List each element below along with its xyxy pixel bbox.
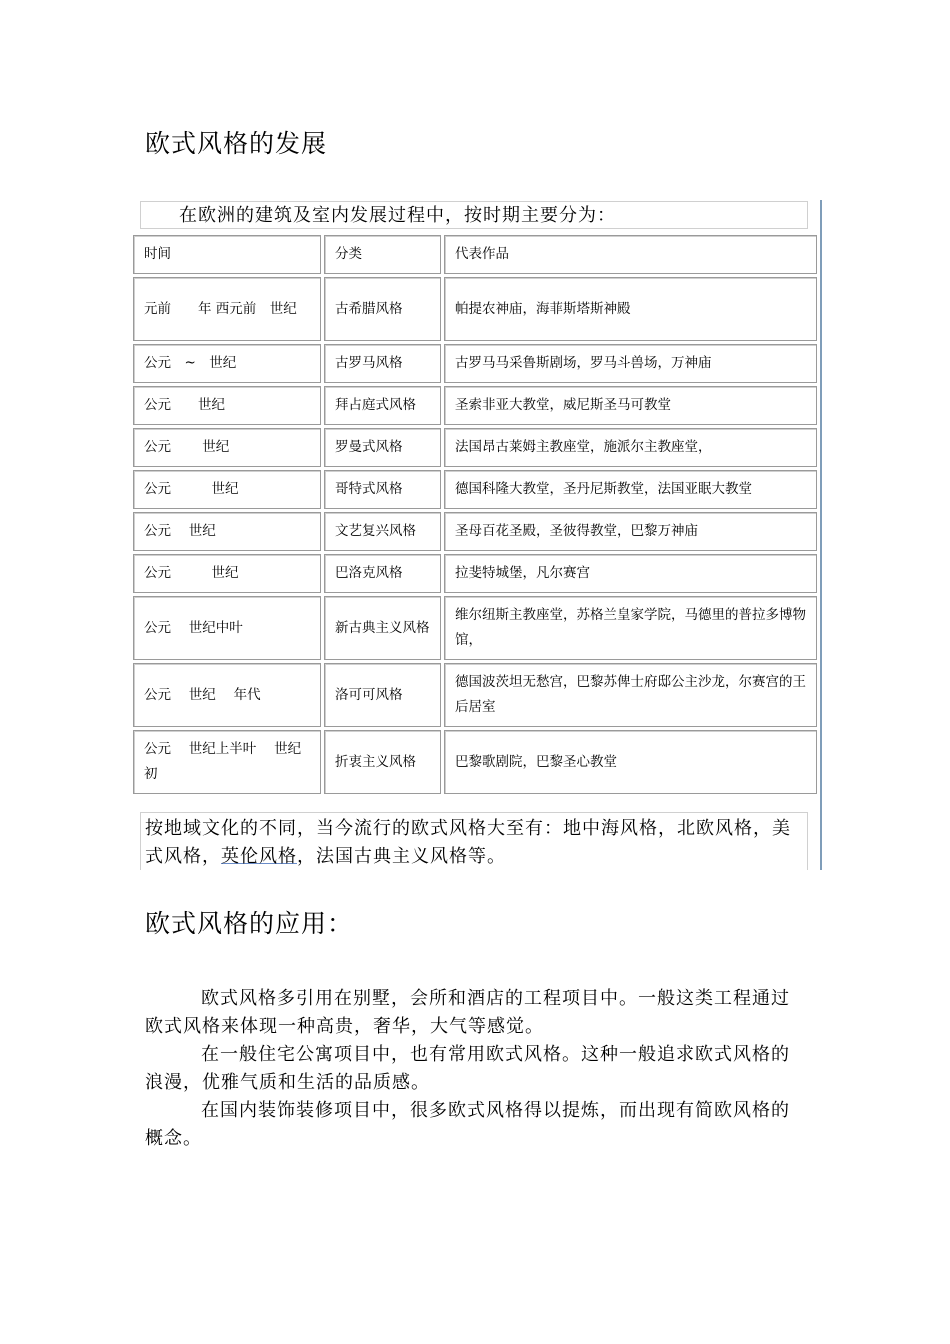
header-works: 代表作品 — [444, 235, 817, 274]
cell-style: 新古典主义风格 — [324, 596, 441, 660]
cell-works: 古罗马马采鲁斯剧场，罗马斗兽场，万神庙 — [444, 344, 817, 383]
paragraph-2: 在一般住宅公寓项目中，也有常用欧式风格。这种一般追求欧式风格的浪漫，优雅气质和生活的品质感。 — [145, 1044, 790, 1093]
table-row — [133, 386, 817, 425]
section-title-application: 欧式风格的应用： — [145, 909, 354, 938]
table-row — [133, 596, 817, 660]
cell-style: 文艺复兴风格 — [324, 512, 441, 551]
cell-period: 公元 世纪 年代 — [133, 663, 321, 727]
cell-works: 维尔纽斯主教座堂，苏格兰皇家学院，马德里的普拉多博物馆， — [444, 596, 817, 660]
cell-style: 拜占庭式风格 — [324, 386, 441, 425]
cell-style: 折衷主义风格 — [324, 730, 441, 794]
table-row — [133, 277, 817, 341]
cell-works: 拉斐特城堡，凡尔赛宫 — [444, 554, 817, 593]
cell-works: 德国波茨坦无愁宫，巴黎苏俾士府邸公主沙龙，尔赛宫的王后居室 — [444, 663, 817, 727]
cell-period: 公元 世纪上半叶 世纪初 — [133, 730, 321, 794]
outro-text-end: ，法国古典主义风格等。 — [297, 846, 506, 867]
cell-style: 巴洛克风格 — [324, 554, 441, 593]
table-row — [133, 512, 817, 551]
paragraph-3: 在国内装饰装修项目中，很多欧式风格得以提炼，而出现有简欧风格的概念。 — [145, 1100, 790, 1149]
cell-period: 公元 世纪 — [133, 554, 321, 593]
cell-period: 公元 世纪中叶 — [133, 596, 321, 660]
section-title-development: 欧式风格的发展 — [145, 129, 328, 158]
cell-works: 德国科隆大教堂，圣丹尼斯教堂，法国亚眠大教堂 — [444, 470, 817, 509]
frame-border — [820, 200, 822, 870]
table-header-row — [133, 235, 817, 274]
intro-text: 在欧洲的建筑及室内发展过程中，按时期主要分为： — [140, 201, 808, 229]
cell-works: 圣母百花圣殿，圣彼得教堂，巴黎万神庙 — [444, 512, 817, 551]
cell-style: 哥特式风格 — [324, 470, 441, 509]
cell-period: 公元 ~ 世纪 — [133, 344, 321, 383]
paragraph-1: 欧式风格多引用在别墅，会所和酒店的工程项目中。一般这类工程通过欧式风格来体现一种高贵，奢华，大气等感觉。 — [145, 988, 790, 1037]
cell-period: 公元 世纪 — [133, 470, 321, 509]
table-row — [133, 663, 817, 727]
english-style-link[interactable]: 英伦风格 — [221, 846, 297, 867]
outro-text: 按地域文化的不同，当今流行的欧式风格大至有：地中海风格，北欧风格，美式风格， — [145, 818, 791, 867]
table-row — [133, 470, 817, 509]
cell-period: 元前 年 西元前 世纪 — [133, 277, 321, 341]
cell-period: 公元 世纪 — [133, 512, 321, 551]
cell-style: 古罗马风格 — [324, 344, 441, 383]
cell-period: 公元 世纪 — [133, 386, 321, 425]
cell-works: 法国昂古莱姆主教座堂，施派尔主教座堂， — [444, 428, 817, 467]
cell-period: 公元 世纪 — [133, 428, 321, 467]
header-time: 时间 — [133, 235, 321, 274]
cell-style: 罗曼式风格 — [324, 428, 441, 467]
table-row — [133, 730, 817, 794]
cell-works: 巴黎歌剧院，巴黎圣心教堂 — [444, 730, 817, 794]
cell-style: 洛可可风格 — [324, 663, 441, 727]
cell-works: 帕提农神庙，海菲斯塔斯神殿 — [444, 277, 817, 341]
header-style: 分类 — [324, 235, 441, 274]
table-row — [133, 428, 817, 467]
cell-works: 圣索非亚大教堂，威尼斯圣马可教堂 — [444, 386, 817, 425]
table-row — [133, 344, 817, 383]
regional-styles-text — [140, 812, 808, 870]
cell-style: 古希腊风格 — [324, 277, 441, 341]
table-row — [133, 554, 817, 593]
period-table — [130, 232, 820, 797]
